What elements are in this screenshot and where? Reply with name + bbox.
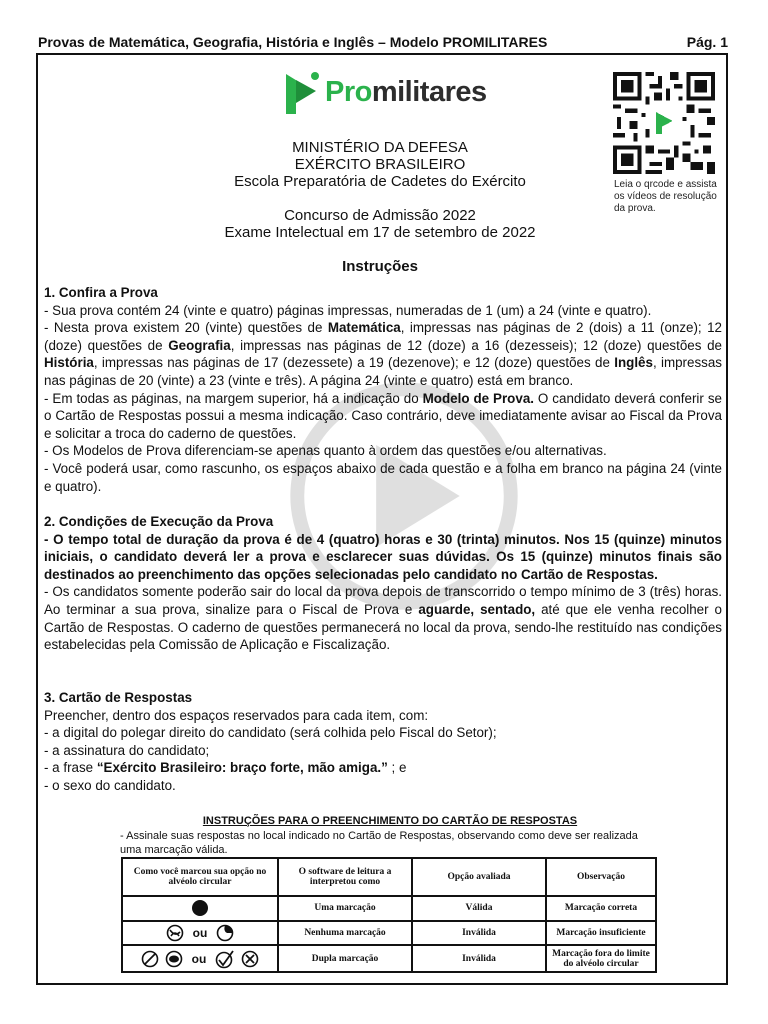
exam-contest: Concurso de Admissão 2022 bbox=[284, 207, 476, 224]
section-3-heading: 3. Cartão de Respostas bbox=[44, 690, 193, 705]
mark-examples bbox=[122, 945, 278, 972]
table-row bbox=[122, 921, 656, 946]
table-cell: Marcação correta bbox=[546, 896, 656, 921]
filled-bubble-icon bbox=[191, 899, 209, 917]
section-3 bbox=[44, 689, 722, 795]
card-instructions-note: - Assinale suas respostas no local indicado no Cartão de Respostas, observando como deve ser realizada uma marcação válida. bbox=[120, 830, 638, 856]
instructions-title: Instruções bbox=[342, 258, 418, 275]
table-cell: Inválida bbox=[412, 921, 546, 946]
table-row bbox=[122, 896, 656, 921]
section-2 bbox=[44, 513, 722, 654]
mark-examples bbox=[122, 896, 278, 921]
qr-caption: Leia o qrcode e assista os vídeos de resolução da prova. bbox=[614, 179, 717, 214]
section-3-intro: Preencher, dentro dos espaços reservados para cada item, com: bbox=[44, 707, 429, 723]
section-1-p1: - Sua prova contém 24 (vinte e quatro) páginas impressas, numeradas de 1 (um) a 24 (vinte e quatro). bbox=[44, 302, 652, 318]
table-header-cell: Observação bbox=[546, 858, 656, 896]
card-instructions-title: INSTRUÇÕES PARA O PREENCHIMENTO DO CARTÃO DE RESPOSTAS bbox=[202, 815, 578, 827]
section-3-item-3: - a frase “Exército Brasileiro: braço forte, mão amiga.” ; e bbox=[44, 760, 407, 776]
section-1-p3: - Em todas as páginas, na margem superior, há a indicação do Modelo de Prova. O candidato deverá conferir se o Cartão de Respostas possui a mesma indicação. Caso contrário, deve imediatamente avisar ao Fiscal da Prova e solicitar a troca do caderno de questões. bbox=[44, 390, 722, 441]
table-header-cell: Opção avaliada bbox=[412, 858, 546, 896]
section-3-item-1: - a digital do polegar direito do candidato (será colhida pelo Fiscal do Setor); bbox=[44, 725, 497, 741]
table-cell: Marcação insuficiente bbox=[546, 921, 656, 946]
table-cell: Marcação fora do limite do alvéolo circular bbox=[546, 945, 656, 972]
table-header-cell: O software de leitura a interpretou como bbox=[278, 858, 412, 896]
or-label: ou bbox=[192, 925, 208, 940]
table-cell: Inválida bbox=[412, 945, 546, 972]
table-row bbox=[122, 945, 656, 972]
partial-x-bubble-icon bbox=[166, 924, 184, 942]
partial-fill-bubble-icon bbox=[216, 924, 234, 942]
page-number: Pág. 1 bbox=[686, 34, 728, 50]
or-label: ou bbox=[191, 951, 207, 966]
marking-table bbox=[121, 857, 657, 973]
section-1-p4: - Os Modelos de Prova diferenciam-se apenas quanto à ordem das questões e/ou alternativas. bbox=[44, 443, 607, 459]
section-1-heading: 1. Confira a Prova bbox=[44, 285, 158, 300]
section-1 bbox=[44, 284, 722, 495]
check-bubble-icon bbox=[215, 949, 235, 969]
table-cell: Válida bbox=[412, 896, 546, 921]
slash-bubble-icon bbox=[141, 950, 159, 968]
table-cell: Nenhuma marcação bbox=[278, 921, 412, 946]
page-header-title: Provas de Matemática, Geografia, História e Inglês – Modelo PROMILITARES bbox=[38, 34, 548, 50]
table-cell: Dupla marcação bbox=[278, 945, 412, 972]
table-header-row bbox=[122, 858, 656, 896]
section-1-p5: - Você poderá usar, como rascunho, os espaços abaixo de cada questão e a folha em branco na página 24 (vinte e quatro). bbox=[44, 460, 722, 494]
scribble-bubble-icon bbox=[165, 950, 183, 968]
section-2-heading: 2. Condições de Execução da Prova bbox=[44, 514, 274, 529]
section-3-item-2: - a assinatura do candidato; bbox=[44, 742, 210, 758]
mark-examples bbox=[122, 921, 278, 946]
promilitares-logo bbox=[282, 70, 492, 118]
ministry-line: MINISTÉRIO DA DEFESA bbox=[292, 139, 468, 156]
play-logo-icon bbox=[282, 70, 322, 118]
logo-text-militares: militares bbox=[371, 76, 487, 108]
cross-bubble-icon bbox=[241, 950, 259, 968]
logo-wordmark bbox=[325, 76, 487, 109]
section-2-p2: - Os candidatos somente poderão sair do local da prova depois de transcorrido o tempo mínimo de 3 (três) horas. Ao terminar a sua prova, sinalize para o Fiscal de Prova e aguarde, sentado, até que ele venha recolher o Cartão de Respostas. O caderno de questões permanecerá no local da prova, sendo-lhe restituído nas condições estabelecidas pela Comissão de Aplicação e Fiscalização. bbox=[44, 584, 722, 653]
table-cell: Uma marcação bbox=[278, 896, 412, 921]
school-line: Escola Preparatória de Cadetes do Exército bbox=[234, 173, 526, 190]
page-header bbox=[38, 34, 728, 52]
exam-date: Exame Intelectual em 17 de setembro de 2022 bbox=[224, 224, 536, 241]
section-1-p2: - Nesta prova existem 20 (vinte) questões de Matemática, impressas nas páginas de 2 (dois) a 11 (onze); 12 (doze) questões de Geografia, impressas nas páginas de 12 (doze) a 16 (dezesseis); 12 (doze) questões de História, impressas nas páginas de 17 (dezessete) a 19 (dezenove); e 12 (doze) questões de Inglês, impressas nas páginas de 20 (vinte) a 23 (vinte e três). A página 24 (vinte e quatro) está em branco. bbox=[44, 320, 722, 388]
logo-text-pro: Pro bbox=[325, 76, 372, 108]
army-line: EXÉRCITO BRASILEIRO bbox=[294, 156, 466, 173]
table-header-cell: Como você marcou sua opção no alvéolo circular bbox=[122, 858, 278, 896]
section-3-item-4: - o sexo do candidato. bbox=[44, 777, 176, 793]
section-2-p1: - O tempo total de duração da prova é de 4 (quatro) horas e 30 (trinta) minutos. Nos 15 (quinze) minutos iniciais, o candidato deverá ler a prova e esclarecer suas dúvidas. Os 15 (quinze) minutos finais são destinados ao preenchimento das opções selecionadas pelo candidato no Cartão de Respostas. bbox=[44, 531, 722, 582]
